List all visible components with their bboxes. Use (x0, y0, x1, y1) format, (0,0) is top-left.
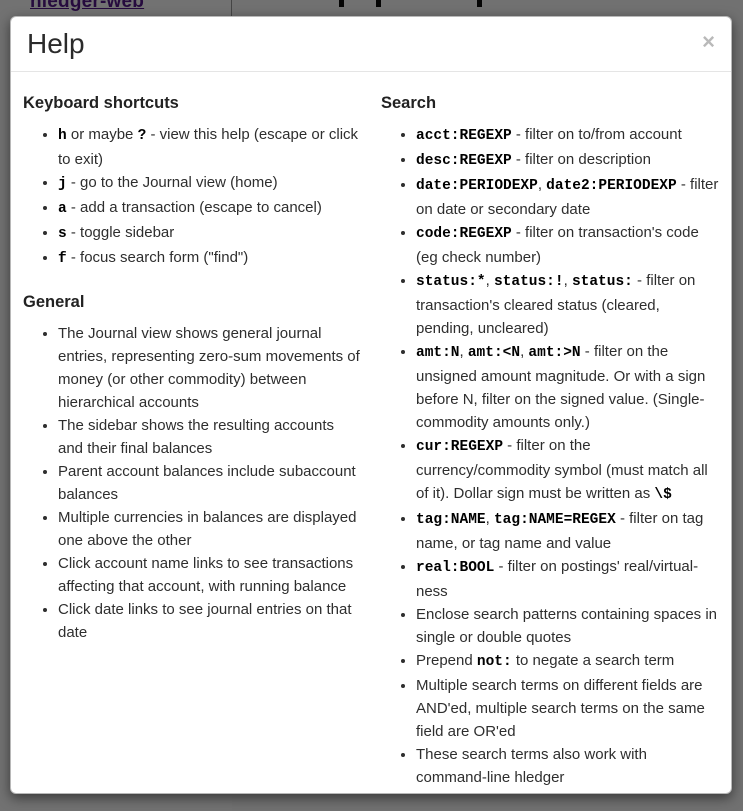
list-item: • Multiple search terms on different fields are AND'ed, multiple search terms on the same field are OR'ed (416, 674, 719, 743)
code-span: status:* (416, 274, 486, 290)
modal-header (11, 17, 731, 72)
list-item: • j - go to the Journal view (home) (58, 171, 361, 196)
modal-title: Help (27, 28, 85, 59)
code-span: tag:NAME (416, 512, 486, 528)
list-item: • a - add a transaction (escape to cancel) (58, 196, 361, 221)
section-heading: General (23, 293, 85, 311)
code-span: h (58, 128, 67, 144)
code-span: code:REGEXP (416, 226, 512, 242)
list-item: • code:REGEXP - filter on transaction's code (eg check number) (416, 221, 719, 269)
list-item: • amt:N, amt:<N, amt:>N - filter on the unsigned amount magnitude. Or with a sign before N, filter on the signed value. (Single-commodity amounts only.) (416, 340, 719, 434)
list-item: • The Journal view shows general journal entries, representing zero-sum movements of money (or other commodity) between hierarchical accounts (58, 322, 361, 414)
list-item: • Enclose search patterns containing spaces in single or double quotes (416, 603, 719, 649)
code-span: \$ (654, 487, 672, 503)
code-span: tag:NAME=REGEX (493, 512, 616, 528)
code-span: amt:<N (467, 345, 521, 361)
code-span: status: (571, 274, 633, 290)
list-item: • status:*, status:!, status: - filter on transaction's cleared status (cleared, pending, uncleared) (416, 269, 719, 340)
code-span: amt:>N (528, 345, 581, 361)
code-span: status:! (493, 274, 564, 290)
help-list (23, 322, 361, 644)
help-dialog (10, 16, 732, 794)
list-item: • tag:NAME, tag:NAME=REGEX - filter on tag name, or tag name and value (416, 507, 719, 555)
code-span: s (58, 226, 67, 242)
list-item: • h or maybe ? - view this help (escape or click to exit) (58, 123, 361, 171)
list-item: • real:BOOL - filter on postings' real/virtual-ness (416, 555, 719, 603)
help-column-right (371, 72, 729, 794)
list-item: • desc:REGEXP - filter on description (416, 148, 719, 173)
code-span: date:PERIODEXP (416, 178, 538, 194)
code-span: real:BOOL (416, 560, 495, 576)
list-item: • date:PERIODEXP, date2:PERIODEXP - filter on date or secondary date (416, 173, 719, 221)
code-span: acct:REGEXP (416, 128, 512, 144)
section-heading: Search (381, 94, 437, 112)
list-item: • Prepend not: to negate a search term (416, 649, 719, 674)
code-span: desc:REGEXP (416, 153, 512, 169)
code-span: ? (137, 128, 147, 144)
list-item: • Click account name links to see transactions affecting that account, with running balance (58, 552, 361, 598)
list-item: • The sidebar shows the resulting accounts and their final balances (58, 414, 361, 460)
list-item: • These search terms also work with command-line hledger (416, 743, 719, 789)
list-item: • s - toggle sidebar (58, 221, 361, 246)
list-item: • cur:REGEXP - filter on the currency/commodity symbol (must match all of it). Dollar sign must be written as \$ (416, 434, 719, 507)
code-span: not: (476, 654, 512, 670)
list-item: • Click date links to see journal entries on that date (58, 598, 361, 644)
code-span: f (58, 251, 67, 267)
list-item: • Parent account balances include subaccount balances (58, 460, 361, 506)
modal-body (11, 72, 731, 794)
code-span: amt:N (416, 345, 460, 361)
list-item: • Multiple currencies in balances are displayed one above the other (58, 506, 361, 552)
list-item: • acct:REGEXP - filter on to/from account (416, 123, 719, 148)
list-item: • f - focus search form ("find") (58, 246, 361, 271)
help-column-left (13, 72, 371, 654)
code-span: a (58, 201, 67, 217)
code-span: j (58, 176, 67, 192)
code-span: cur:REGEXP (416, 439, 504, 455)
section-heading: Keyboard shortcuts (23, 94, 179, 112)
close-icon[interactable]: × (702, 29, 715, 54)
code-span: date2:PERIODEXP (546, 178, 677, 194)
help-list (381, 123, 719, 789)
help-list (23, 123, 361, 271)
